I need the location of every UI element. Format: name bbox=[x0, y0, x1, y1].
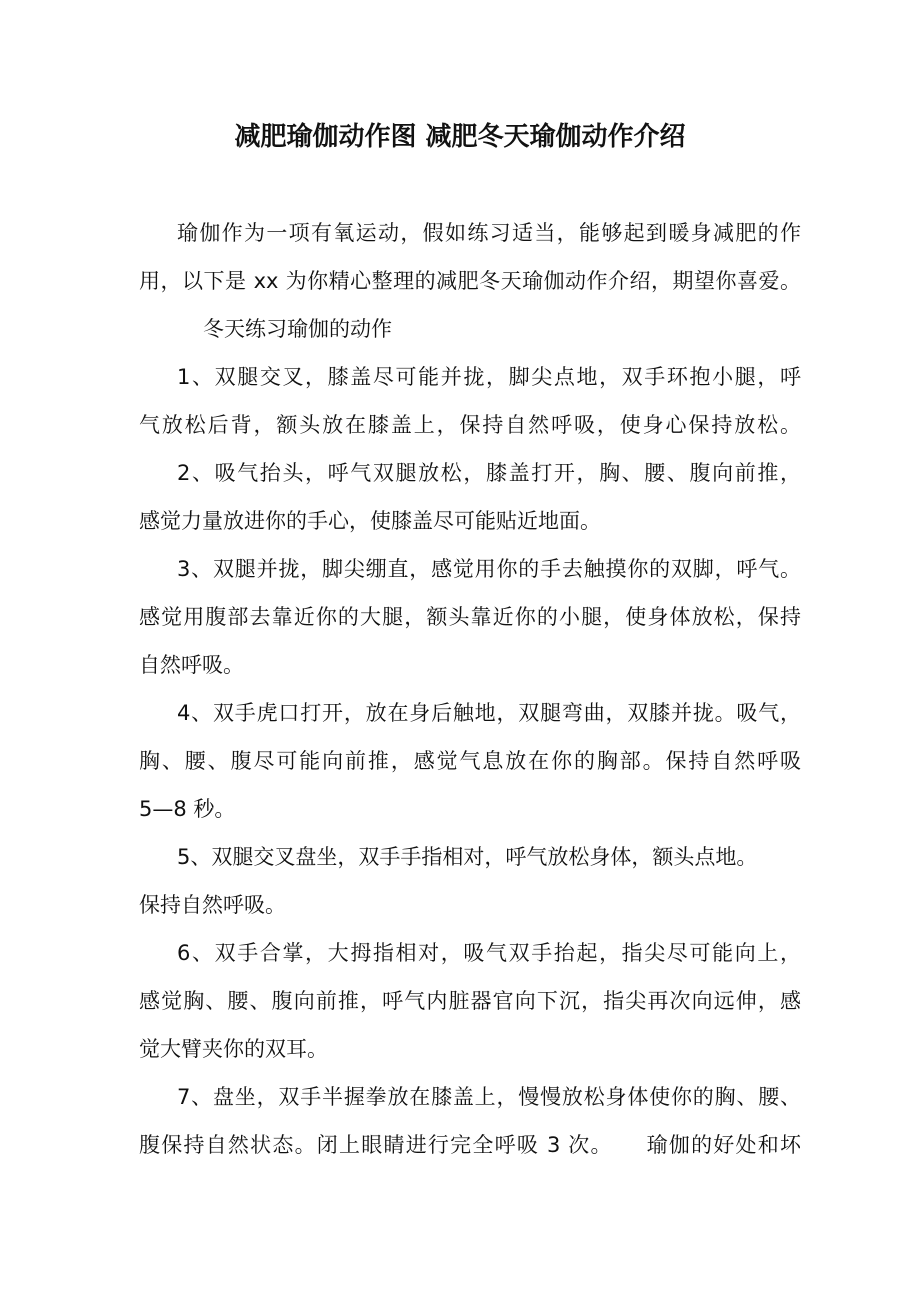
text-line: 瑜伽作为一项有氧运动，假如练习适当，能够起到暖身减肥的作 bbox=[177, 221, 801, 245]
text-line: 腹保持自然状态。闭上眼睛进行完全呼吸 3 次。 瑜伽的好处和坏 bbox=[139, 1133, 801, 1157]
text-line: 感觉力量放进你的手心，使膝盖尽可能贴近地面。 bbox=[139, 509, 601, 533]
document-body bbox=[139, 209, 801, 1169]
text-line: 用，以下是 xx 为你精心整理的减肥冬天瑜伽动作介绍，期望你喜爱。 bbox=[139, 269, 801, 293]
text-line: 2、吸气抬头，呼气双腿放松，膝盖打开，胸、腰、腹向前推， bbox=[177, 461, 801, 485]
text-line: 感觉胸、腰、腹向前推，呼气内脏器官向下沉，指尖再次向远伸，感 bbox=[139, 989, 801, 1013]
text-line: 胸、腰、腹尽可能向前推，感觉气息放在你的胸部。保持自然呼吸 bbox=[139, 749, 801, 773]
text-line: 3、双腿并拢，脚尖绷直，感觉用你的手去触摸你的双脚，呼气。 bbox=[177, 557, 801, 581]
document-title: 减肥瑜伽动作图 减肥冬天瑜伽动作介绍 bbox=[234, 122, 686, 152]
text-line: 保持自然呼吸。 bbox=[139, 893, 286, 917]
text-line: 5—8 秒。 bbox=[139, 797, 236, 821]
text-line: 6、双手合掌，大拇指相对，吸气双手抬起，指尖尽可能向上， bbox=[177, 941, 801, 965]
text-line: 感觉用腹部去靠近你的大腿，额头靠近你的小腿，使身体放松，保持 bbox=[139, 605, 801, 629]
text-line: 7、盘坐，双手半握拳放在膝盖上，慢慢放松身体使你的胸、腰、 bbox=[177, 1085, 801, 1109]
section-heading: 冬天练习瑜伽的动作 bbox=[203, 317, 392, 341]
text-line: 1、双腿交叉，膝盖尽可能并拢，脚尖点地，双手环抱小腿，呼 bbox=[177, 365, 801, 389]
text-line: 4、双手虎口打开，放在身后触地，双腿弯曲，双膝并拢。吸气， bbox=[177, 701, 801, 725]
text-line: 气放松后背，额头放在膝盖上，保持自然呼吸，使身心保持放松。 bbox=[139, 413, 801, 437]
text-line: 5、双腿交叉盘坐，双手手指相对，呼气放松身体，额头点地。 bbox=[177, 845, 758, 869]
text-line: 觉大臂夹你的双耳。 bbox=[139, 1037, 328, 1061]
text-line: 自然呼吸。 bbox=[139, 653, 244, 677]
